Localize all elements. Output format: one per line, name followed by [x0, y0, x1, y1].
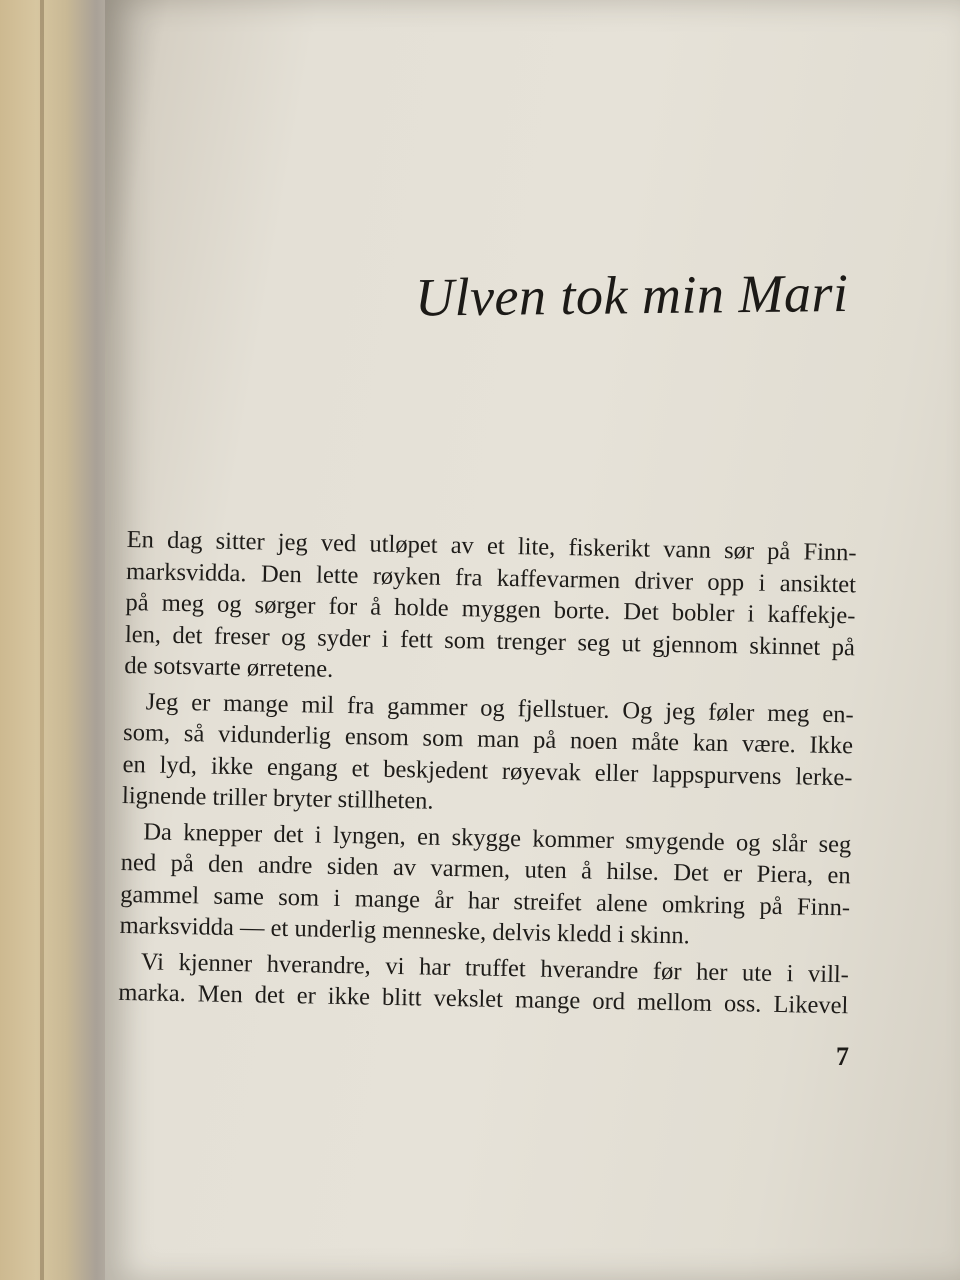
text-line: marka. Men det er ikke blitt vekslet mange ord mellom oss. Likevel [118, 978, 849, 1020]
text-line: Jeg er mange mil fra gammer og fjellstuer. Og jeg føler meg en- [145, 687, 854, 728]
chapter-title: Ulven tok min Mari [414, 263, 849, 328]
book-spine [0, 0, 120, 1280]
paragraph-4 [118, 945, 849, 1021]
text-line: marksvidda. Den lette røyken fra kaffevarmen driver opp i ansiktet [125, 557, 857, 598]
text-line: Da knepper det i lyngen, en skygge kommer smygende og slår seg [143, 817, 852, 858]
paragraph-2 [122, 685, 854, 824]
text-line: len, det freser og syder i fett som trenger seg ut gjennom skinnet på [124, 620, 856, 661]
text-line: marksvidda — et underlig menneske, delvis kledd i skinn. [119, 911, 690, 950]
text-line: en lyd, ikke engang et beskjedent røyevak eller lappspurvens lerke- [122, 750, 853, 791]
page-number: 7 [836, 1042, 849, 1071]
text-line: lignende triller bryter stillheten. [121, 781, 434, 815]
text-line: som, så vidunderlig ensom som man på noen måte kan være. Ikke [122, 718, 854, 760]
text-line: En dag sitter jeg ved utløpet av et lite, fiskerikt vann sør på Finn- [126, 525, 857, 567]
text-line: ned på den andre siden av varmen, uten å hilse. Det er Piera, en [120, 848, 851, 890]
text-line: på meg og sørger for å holde myggen borte. Det bobler i kaffekje- [125, 588, 856, 630]
text-line: gammel same som i mange år har streifet alene omkring på Finn- [119, 880, 851, 921]
text-line: Vi kjenner hverandre, vi har truffet hverandre før her ute i vill- [140, 947, 850, 988]
chapter-body [118, 524, 857, 1022]
previous-page-edge [40, 0, 44, 1280]
text-line: de sotsvarte ørretene. [124, 651, 334, 683]
paragraph-3 [119, 815, 851, 954]
paragraph-1 [124, 524, 857, 695]
